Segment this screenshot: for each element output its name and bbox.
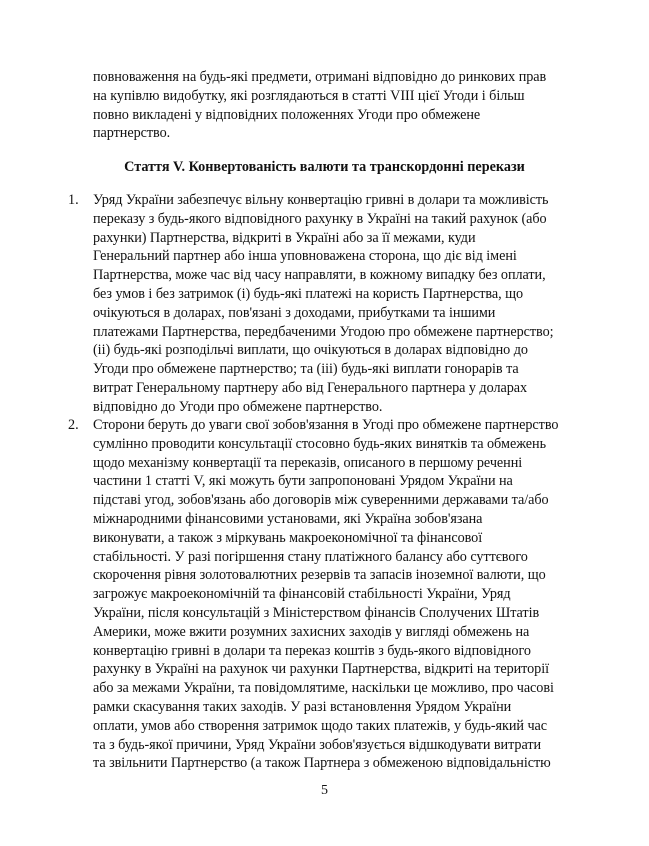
text-line: партнерство. <box>93 125 171 142</box>
text-line: витрат Генеральному партнеру або від Генерального партнера у доларах <box>93 380 528 396</box>
text-line: та звільнити Партнерство (а також Партнера з обмеженою відповідальністю <box>93 755 551 772</box>
text-line: підставі угод, зобов'язань або договорів між суверенними державами та/або <box>93 492 549 509</box>
article-heading: Стаття V. Конвертованість валюти та транскордонні перекази <box>124 159 525 175</box>
list-number: 2. <box>68 417 79 433</box>
text-line: без умов і без затримок (і) будь-які платежі на користь Партнерства, що <box>93 286 524 302</box>
text-line: Генеральний партнер або інша уповноважена сторона, що діє від імені <box>93 248 517 265</box>
text-line: повно викладені у відповідних положеннях Угоди про обмежене <box>93 106 481 123</box>
text-line: виконувати, а також з міркувань макроекономічної та фінансової <box>93 529 483 546</box>
text-line: конвертацію гривні в долари та переказ коштів з будь-якого відповідного <box>93 642 531 659</box>
text-line: Америки, може вжити розумних захисних заходів у вигляді обмежень на <box>93 623 530 640</box>
text-line: переказу з будь-якого відповідного рахунку в Україні на такий рахунок (або <box>93 210 547 227</box>
page-number: 5 <box>321 783 328 798</box>
text-line: очікуються в доларах, пов'язані з доходами, прибутками та іншими <box>93 304 496 321</box>
text-line: частини 1 статті V, які можуть бути запропоновані Урядом України на <box>93 473 513 490</box>
text-line: України, після консультацій з Міністерством фінансів Сполучених Штатів <box>93 605 540 621</box>
text-line: Партнерства, може час від часу направляти, в кожному випадку без оплати, <box>93 267 546 284</box>
list-number: 1. <box>68 192 79 208</box>
text-line: Уряд України забезпечує вільну конвертацію гривні в долари та можливість <box>93 192 549 208</box>
text-line: стабільності. У разі погіршення стану платіжного балансу або суттєвого <box>93 548 528 565</box>
text-line: відповідно до Угоди про обмежене партнерство. <box>93 398 383 415</box>
text-line: повноваження на будь-які предмети, отримані відповідно до ринкових прав <box>93 69 547 85</box>
text-line: рамки скасування таких заходів. У разі встановлення Урядом України <box>93 699 512 715</box>
text-line: рахунки) Партнерства, відкриті в Україні або за її межами, куди <box>93 229 476 246</box>
text-line: платежами Партнерства, передбаченими Угодою про обмежене партнерство; <box>93 323 554 340</box>
text-line: скорочення рівня золотовалютних резервів та запасів іноземної валюти, що <box>93 567 546 584</box>
text-line: рахунку в Україні на рахунок чи рахунки Партнерства, відкриті на території <box>93 661 550 678</box>
text-line: міжнародними фінансовими установами, які Україна зобов'язана <box>93 511 483 527</box>
text-line: Угоди про обмежене партнерство; та (ііі) будь-які виплати гонорарів та <box>93 361 519 378</box>
text-line: (іі) будь-які розподільчі виплати, що очікуються в доларах відповідно до <box>93 342 528 359</box>
text-line: Сторони беруть до уваги свої зобов'язання в Угоді про обмежене партнерство <box>93 417 559 433</box>
text-line: оплати, умов або створення затримок щодо таких платежів, у будь-який час <box>93 717 548 734</box>
text-line: або за межами України, та повідомлятиме, наскільки це можливо, про часові <box>93 680 554 697</box>
text-line: щодо механізму конвертації та переказів, описаного в першому реченні <box>93 454 523 471</box>
text-line: сумлінно проводити консультації стосовно будь-яких винятків та обмежень <box>93 435 547 452</box>
text-line: та з будь-якої причини, Уряд України зобов'язується відшкодувати витрати <box>93 736 542 753</box>
text-line: загрожує макроекономічній та фінансовій стабільності України, Уряд <box>93 586 511 603</box>
text-line: на купівлю видобутку, які розглядаються в статті VIII цієї Угоди і більш <box>93 87 525 104</box>
